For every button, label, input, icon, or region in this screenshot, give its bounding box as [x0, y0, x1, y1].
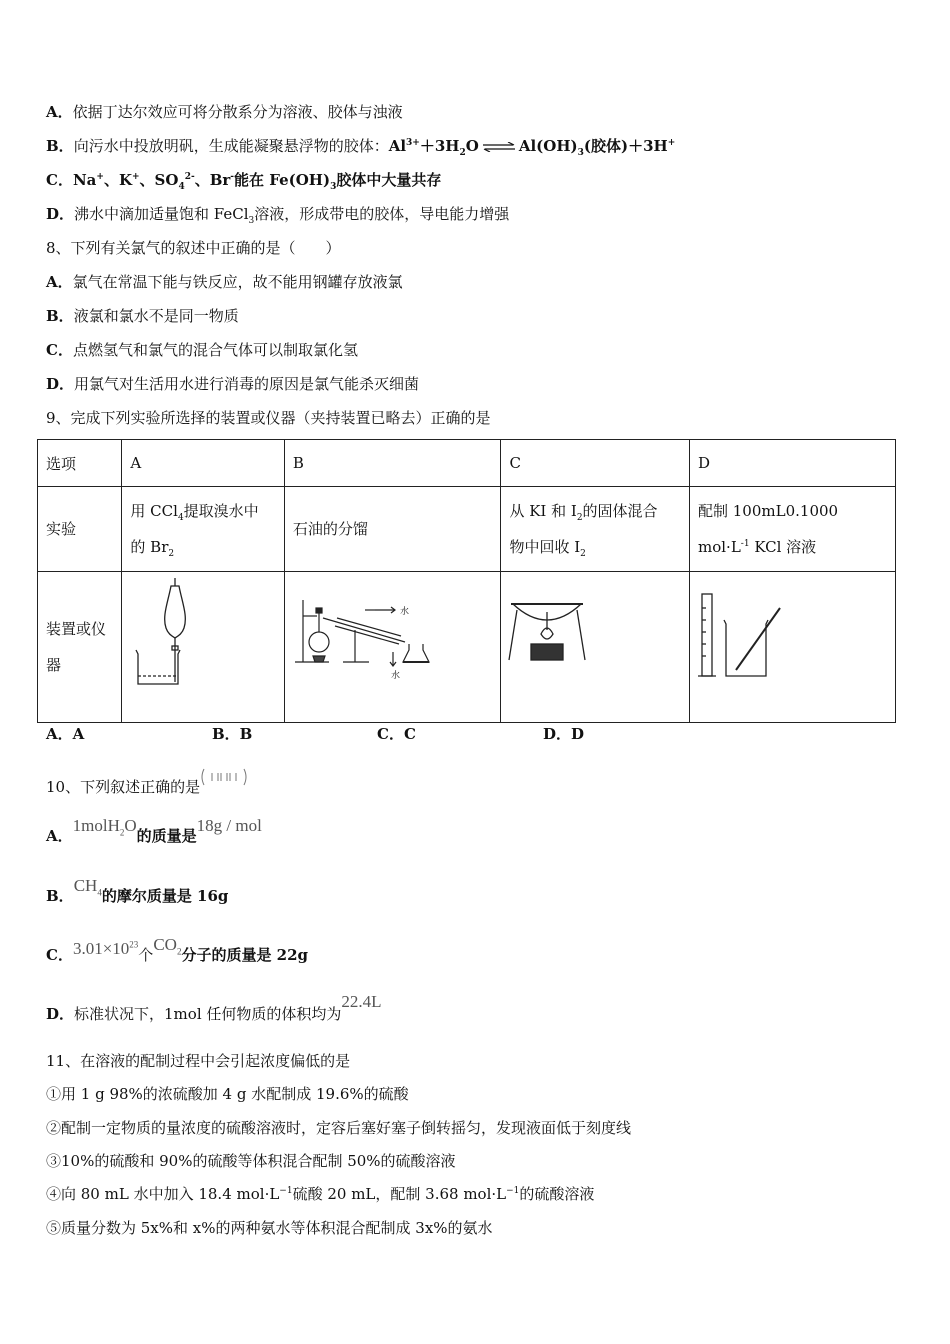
math-expression: 18g / mol — [196, 816, 262, 835]
equation-right: $Al(OH)_3$(胶体)＋3H+ — [518, 137, 676, 158]
q9-answer-a: A．A — [46, 725, 85, 743]
apparatus-cell-c — [501, 572, 690, 723]
equation-left: $Al^{3+}+3H_2O$ — [388, 137, 479, 158]
q9-answer-b: B．B — [212, 725, 253, 743]
q9-table — [37, 439, 896, 723]
q9-answer-d: D．D — [543, 725, 585, 743]
option-label: D． — [46, 205, 75, 223]
distillation-apparatus-icon — [285, 572, 485, 718]
table-header-cell: 选项 — [38, 440, 122, 487]
water-label: 水 — [399, 607, 409, 617]
table-cell-c: 从 KI 和 $I_2$的固体混合 物中回收 $I_2$ — [501, 487, 690, 572]
q7-option-b — [46, 136, 675, 156]
math-expression: 1molH$_2$O — [72, 816, 137, 838]
q10-stem: 10、下列叙述正确的是 — [46, 768, 248, 797]
q11-item-1: ①用 1 g 98%的浓硫酸加 4 g 水配制成 19.6%的硫酸 — [46, 1085, 409, 1103]
table-cell-b: 石油的分馏 — [284, 487, 501, 572]
q7-option-d — [46, 204, 509, 224]
math-expression: $3.01\times 10^{23}$ — [72, 939, 139, 958]
q9-answer-c: C．C — [377, 725, 416, 743]
option-text: 沸水中滴加适量饱和 FeCl$_3$溶液，形成带电的胶体，导电能力增强 — [74, 205, 510, 226]
math-expression: $CH_4$ — [73, 876, 102, 898]
table-header-cell: D — [690, 440, 896, 487]
q8-option-a: A．氯气在常温下能与铁反应，故不能用钢罐存放液氯 — [46, 273, 403, 291]
table-cell: 实验 — [38, 487, 122, 572]
math-expression: $CO_2$ — [153, 935, 182, 957]
q10-option-d: D．标准状况下，1mol 任何物质的体积均为22.4L — [46, 992, 382, 1023]
table-cell: 装置或仪 器 — [38, 572, 122, 723]
apparatus-cell-a — [122, 572, 285, 723]
table-header-cell: B — [284, 440, 501, 487]
q7-option-c — [46, 170, 441, 190]
q8-stem: 8、下列有关氯气的叙述中正确的是（ ） — [46, 239, 341, 257]
table-cell-a: 用 CCl$_4$提取溴水中 的 $Br_2$ — [122, 487, 285, 572]
table-row — [38, 440, 896, 487]
q10-option-b: B．$CH_4$的摩尔质量是 16g — [46, 876, 229, 905]
q8-option-b: B．液氯和氯水不是同一物质 — [46, 307, 239, 325]
option-text: Na+、K+、$SO_4^{2-}$、Br-能在 $Fe(OH)_3$胶体中大量共存 — [72, 171, 442, 192]
separatory-funnel-beaker-icon — [122, 572, 268, 718]
table-header-cell: C — [501, 440, 690, 487]
q11-stem: 11、在溶液的配制过程中会引起浓度偏低的是 — [46, 1052, 351, 1070]
q11-item-4: ④向 80 mL 水中加入 18.4 $mol\cdot L^{-1}$硫酸 20 mL，配制 3.68 $mol\cdot L^{-1}$的硫酸溶液 — [46, 1185, 595, 1203]
table-cell-d: 配制 100mL0.1000 $mol\cdot L^{-1}$ KCl 溶液 — [690, 487, 896, 572]
apparatus-cell-b — [284, 572, 501, 723]
option-label: A． — [46, 103, 73, 121]
math-expression: 22.4L — [341, 992, 382, 1011]
q7-option-a — [46, 102, 403, 122]
blank-brackets-icon — [200, 768, 248, 786]
option-label: B． — [46, 137, 74, 155]
evaporating-dish-tripod-icon — [501, 572, 673, 718]
q10-option-c: C．$3.01\times 10^{23}$个$CO_2$分子的质量是 22g — [46, 935, 309, 964]
water-label: 水 — [390, 671, 400, 681]
q11-item-5: ⑤质量分数为 5x%和 x%的两种氨水等体积混合配制成 3x%的氨水 — [46, 1219, 493, 1237]
q10-option-a: A．1molH$_2$O的质量是18g / mol — [46, 816, 262, 845]
table-row — [38, 487, 896, 572]
q9-stem: 9、完成下列实验所选择的装置或仪器（夹持装置已略去）正确的是 — [46, 409, 491, 427]
option-text: 依据丁达尔效应可将分散系分为溶液、胶体与浊液 — [72, 103, 403, 121]
q8-option-c: C．点燃氢气和氯气的混合气体可以制取氯化氢 — [46, 341, 358, 359]
q11-item-3: ③10%的硫酸和 90%的硫酸等体积混合配制 50%的硫酸溶液 — [46, 1152, 456, 1170]
table-header-cell: A — [122, 440, 285, 487]
option-text: 向污水中投放明矾，生成能凝聚悬浮物的胶体： — [73, 137, 389, 155]
table-row — [38, 572, 896, 723]
graduated-cylinder-beaker-rod-icon — [690, 572, 895, 718]
apparatus-cell-d — [690, 572, 896, 723]
q11-item-2: ②配制一定物质的量浓度的硫酸溶液时，定容后塞好塞子倒转摇匀，发现液面低于刻度线 — [46, 1119, 632, 1137]
q8-option-d: D．用氯气对生活用水进行消毒的原因是氯气能杀灭细菌 — [46, 375, 420, 393]
equilibrium-arrow-icon — [482, 142, 516, 152]
option-label: C． — [46, 171, 73, 189]
